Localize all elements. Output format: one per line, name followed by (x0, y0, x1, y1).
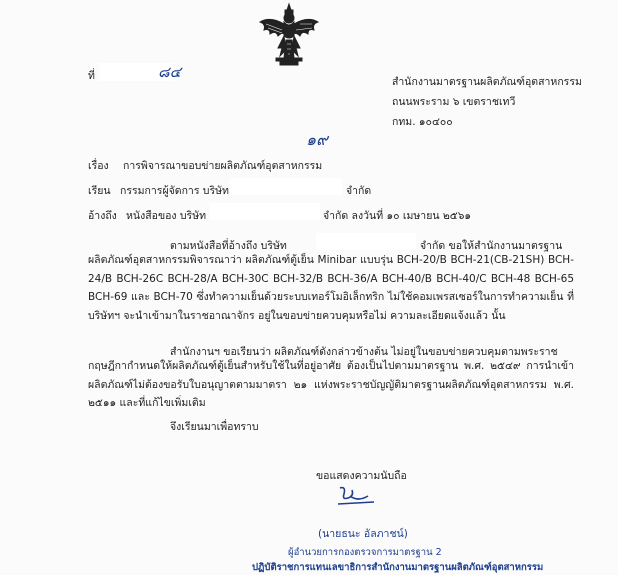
reference-label: อ้างถึง (88, 210, 117, 222)
reference-text: หนังสือของ บริษัท (126, 210, 207, 222)
redacted-company-name (230, 178, 342, 195)
paragraph3: จึงเรียนมาเพื่อทราบ (170, 421, 259, 433)
redacted-company-name-2 (210, 203, 320, 220)
paragraph1-line1-start: ตามหนังสือที่อ้างถึง บริษัท (170, 240, 287, 252)
agency-address-line1: สำนักงานมาตรฐานผลิตภัณฑ์อุตสาหกรรม (392, 76, 582, 88)
salutation-text: กรรมการผู้จัดการ บริษัท (120, 185, 229, 197)
closing-text: ขอแสดงความนับถือ (316, 470, 407, 482)
paragraph2-body: กฤษฎีกากำหนดให้ผลิตภัณฑ์ตู้เย็นสำหรับใช้ในที่อยู่อาศัย ต้องเป็นไปตามมาตรฐาน พ.ศ. ๒๕๔๙ การนำเข้าผลิตภัณฑ์ไม่ต้องขอรับใบอนุญาตตามมาตรา ๒๑ แห่งพระราชบัญญัติมาตรฐานผลิตภัณฑ์อุตสาหกรรม พ.ศ. ๒๕๑๑ และที่แก้ไขเพิ่มเติม (88, 360, 574, 409)
paragraph1-body: ผลิตภัณฑ์อุตสาหกรรมพิจารณาว่า ผลิตภัณฑ์ตู้เย็น Minibar แบบรุ่น BCH-20/B BCH-21(CB-21SH) BCH-24/B BCH-26C BCH-28/A BCH-30C BCH-32/B BCH-36/A BCH-40/B BCH-40/C BCH-48 BCH-65 BCH-69 และ BCH-70 ซึ่งทำความเย็นด้วยระบบเทอร์โมอิเล็กทริก ไม่ใช้คอมเพรสเซอร์ในการทำความเย็น ที่บริษัทฯ จะนำเข้ามาในราชอาณาจักร อยู่ในขอบข่ายควบคุมหรือไม่ ความละเอียดแจ้งแล้ว นั้น (88, 254, 574, 322)
signer-name: (นายธนะ อัลภาชน์) (318, 528, 408, 540)
ref-handwritten: ๘๔ (158, 63, 181, 81)
garuda-emblem-icon (256, 2, 322, 68)
subject-label: เรื่อง (88, 160, 109, 172)
subject-text: การพิจารณาขอบข่ายผลิตภัณฑ์อุตสาหกรรม (123, 160, 323, 172)
agency-address-line2: ถนนพระราม ๖ เขตราชเทวี (392, 96, 516, 108)
signature-icon (334, 484, 380, 508)
agency-address-line3: กทม. ๑๐๔๐๐ (392, 116, 453, 128)
salutation-label: เรียน (88, 185, 111, 197)
paragraph2-first-line: สำนักงานฯ ขอเรียนว่า ผลิตภัณฑ์ดังกล่าวข้างต้น ไม่อยู่ในขอบข่ายควบคุมตามพระราช (170, 346, 558, 358)
signer-title-1: ผู้อำนวยการกองตรวจการมาตรฐาน 2 (288, 547, 442, 558)
salutation-suffix: จำกัด (346, 185, 372, 197)
signer-title-2: ปฏิบัติราชการแทนเลขาธิการสำนักงานมาตรฐานผลิตภัณฑ์อุตสาหกรรม (252, 562, 544, 573)
ref-label: ที่ (88, 70, 95, 82)
redacted-company-name-3 (316, 233, 416, 250)
paragraph1-line1-end: จำกัด ขอให้สำนักงานมาตรฐาน (420, 240, 563, 252)
date-handwritten: ๑๙ (306, 130, 328, 149)
reference-suffix: จำกัด ลงวันที่ ๑๐ เมษายน ๒๕๖๑ (323, 210, 472, 222)
